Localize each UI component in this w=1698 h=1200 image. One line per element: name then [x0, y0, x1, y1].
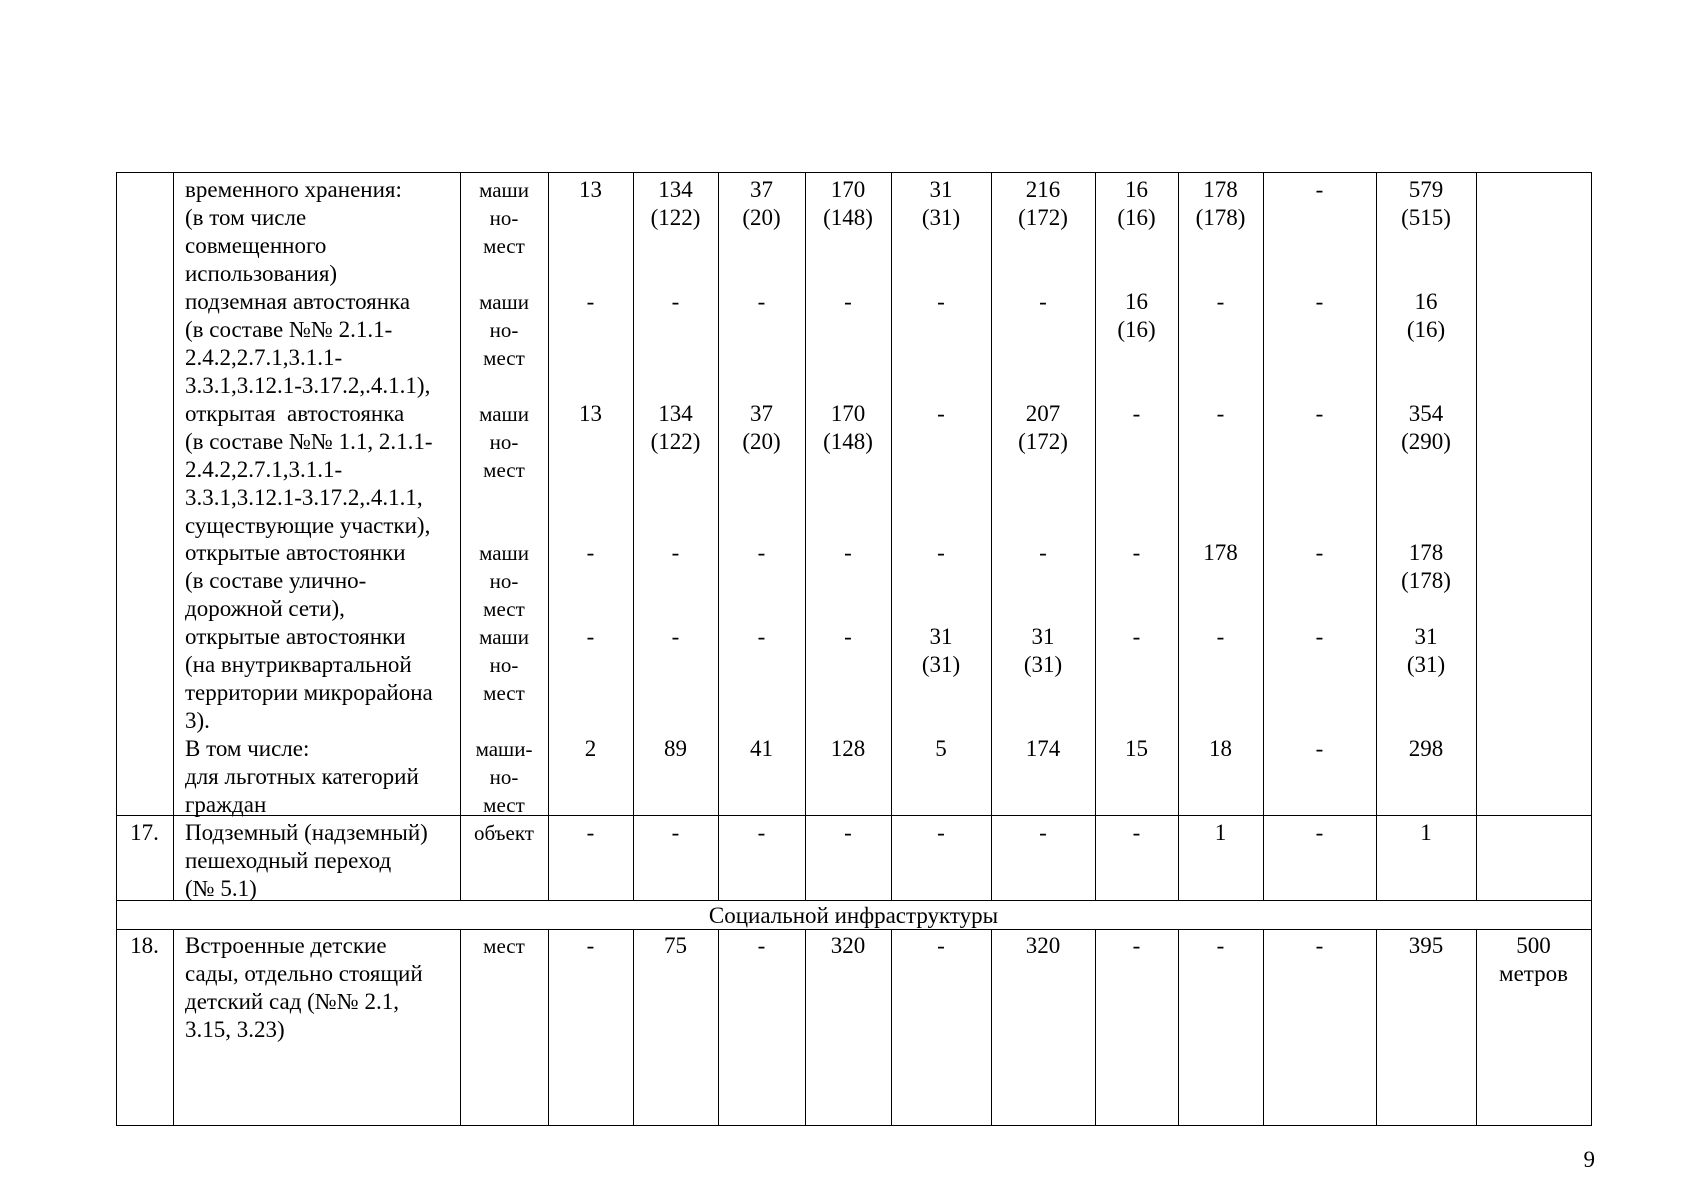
- value-cell: 5: [935, 736, 947, 761]
- value-cell: -: [1132, 540, 1141, 565]
- column-divider: [1095, 172, 1096, 900]
- row-name: подземная автостоянка (в составе №№ 2.1.1- 2.4.2,2.7.1,3.1.1- 3.3.1,3.12.1-3.17.2,.4.1.1),: [185, 289, 431, 398]
- value-cell: -: [1132, 820, 1141, 845]
- value-cell: -: [844, 624, 852, 649]
- value-cell: 134 (122): [650, 177, 701, 230]
- value-cell: -: [1039, 540, 1047, 565]
- value-cell: -: [1039, 820, 1047, 845]
- value-cell: -: [1216, 933, 1225, 958]
- value-cell: 31 (31): [921, 177, 961, 230]
- row-unit: маши- но- мест: [475, 737, 533, 817]
- value-cell: -: [757, 933, 766, 958]
- value-cell: 354 (290): [1401, 401, 1451, 454]
- value-cell: -: [1132, 624, 1141, 649]
- value-cell: -: [1039, 289, 1047, 314]
- row-unit: маши но- мест: [479, 402, 529, 482]
- column-divider: [991, 172, 992, 900]
- value-cell: -: [844, 289, 852, 314]
- value-cell: -: [1132, 401, 1141, 426]
- table-border: [1591, 172, 1592, 1126]
- value-cell: 174: [1025, 736, 1061, 761]
- table-border: [116, 172, 117, 1126]
- value-cell: -: [586, 540, 595, 565]
- value-cell: 75: [664, 933, 687, 958]
- row-unit: мест: [483, 934, 525, 958]
- column-divider: [1476, 172, 1477, 900]
- row-name: В том числе: для льготных категорий граждан: [185, 736, 419, 817]
- value-cell: -: [937, 289, 945, 314]
- value-cell: 134 (122): [650, 401, 701, 454]
- value-cell: 1: [1420, 820, 1432, 845]
- value-cell: 41: [750, 736, 773, 761]
- value-cell: -: [1315, 624, 1324, 649]
- value-cell: -: [586, 933, 595, 958]
- value-cell: 579 (515): [1401, 177, 1451, 230]
- column-divider: [805, 172, 806, 900]
- column-divider: [1376, 172, 1377, 900]
- value-cell: -: [671, 820, 680, 845]
- row-unit: маши но- мест: [479, 178, 529, 258]
- value-cell: -: [844, 820, 852, 845]
- value-cell: -: [1216, 289, 1225, 314]
- table-rule: [116, 1125, 1592, 1126]
- value-cell: 178 (178): [1195, 177, 1246, 230]
- value-cell: -: [1216, 401, 1225, 426]
- column-divider: [548, 172, 549, 900]
- row-name: открытая автостоянка (в составе №№ 1.1, 2.1.1- 2.4.2,2.7.1,3.1.1- 3.3.1,3.12.1-3.17.2,.4.1.1, существующие участки),: [185, 401, 433, 538]
- value-cell: -: [937, 540, 945, 565]
- value-cell: 207 (172): [1018, 401, 1068, 454]
- value-cell: 395: [1408, 933, 1444, 958]
- value-cell: -: [757, 540, 766, 565]
- value-cell: 178 (178): [1401, 540, 1451, 593]
- value-cell: 170 (148): [823, 401, 873, 454]
- section-heading: Социальной инфраструктуры: [708, 903, 999, 928]
- column-divider: [1178, 172, 1179, 900]
- row-number: 18.: [130, 933, 159, 958]
- value-cell: -: [844, 540, 852, 565]
- value-cell: 37 (20): [742, 177, 781, 230]
- value-cell: -: [1132, 933, 1141, 958]
- value-cell: -: [1315, 289, 1324, 314]
- row-name: временного хранения: (в том числе совмещенного использования): [185, 177, 402, 286]
- value-cell: 15: [1125, 736, 1148, 761]
- value-cell: 31 (31): [1023, 624, 1063, 677]
- value-cell: 298: [1408, 736, 1444, 761]
- row-unit: объект: [474, 821, 534, 845]
- value-cell: -: [1315, 820, 1324, 845]
- value-cell: -: [757, 289, 766, 314]
- value-cell: -: [671, 289, 680, 314]
- column-divider: [891, 172, 892, 900]
- value-cell: 89: [664, 736, 687, 761]
- value-cell: -: [586, 289, 595, 314]
- value-cell: -: [1315, 401, 1324, 426]
- table-rule: [116, 172, 1592, 173]
- row-name: открытые автостоянки (на внутриквартальной территории микрорайона 3).: [185, 624, 433, 733]
- value-cell: -: [671, 540, 680, 565]
- value-cell: -: [1315, 177, 1324, 202]
- value-cell: 16 (16): [1117, 177, 1156, 230]
- row-number: 17.: [130, 820, 159, 845]
- value-cell: -: [586, 820, 595, 845]
- row-name: открытые автостоянки (в составе улично- дорожной сети),: [185, 540, 406, 621]
- value-cell: 320: [830, 933, 866, 958]
- value-cell: -: [1315, 933, 1324, 958]
- value-cell: -: [1315, 540, 1324, 565]
- column-divider: [1263, 172, 1264, 900]
- value-cell: 170 (148): [823, 177, 873, 230]
- value-cell: 13: [579, 401, 602, 426]
- column-divider: [173, 929, 174, 1125]
- row-unit: маши но- мест: [479, 625, 529, 705]
- value-cell: 37 (20): [742, 401, 781, 454]
- value-cell: 320: [1025, 933, 1061, 958]
- row-name: Подземный (надземный) пешеходный переход (№ 5.1): [185, 820, 428, 901]
- page-number: 9: [1583, 1147, 1595, 1172]
- column-divider: [173, 172, 174, 900]
- value-cell: 16 (16): [1117, 289, 1156, 342]
- value-cell: -: [671, 624, 680, 649]
- value-cell: 1: [1214, 820, 1227, 845]
- value-cell: -: [757, 624, 766, 649]
- value-cell: 18: [1209, 736, 1232, 761]
- value-cell: -: [937, 820, 945, 845]
- value-cell: 216 (172): [1018, 177, 1068, 230]
- value-cell: -: [1216, 624, 1225, 649]
- value-cell: -: [1315, 736, 1324, 761]
- value-cell: -: [757, 820, 766, 845]
- column-divider: [633, 172, 634, 900]
- value-cell: 128: [830, 736, 866, 761]
- value-cell: 178: [1203, 540, 1238, 565]
- value-cell: -: [586, 624, 595, 649]
- value-cell: 16 (16): [1406, 289, 1446, 342]
- value-cell: 2: [584, 736, 597, 761]
- value-cell: 13: [579, 177, 602, 202]
- row-unit: маши но- мест: [479, 290, 529, 370]
- value-cell: 500 метров: [1499, 933, 1568, 986]
- column-divider: [718, 172, 719, 900]
- value-cell: 31 (31): [1406, 624, 1446, 677]
- value-cell: -: [937, 933, 945, 958]
- row-name: Встроенные детские сады, отдельно стоящий детский сад (№№ 2.1, 3.15, 3.23): [185, 933, 423, 1042]
- value-cell: 31 (31): [921, 624, 961, 677]
- row-unit: маши но- мест: [479, 541, 529, 621]
- value-cell: -: [937, 401, 945, 426]
